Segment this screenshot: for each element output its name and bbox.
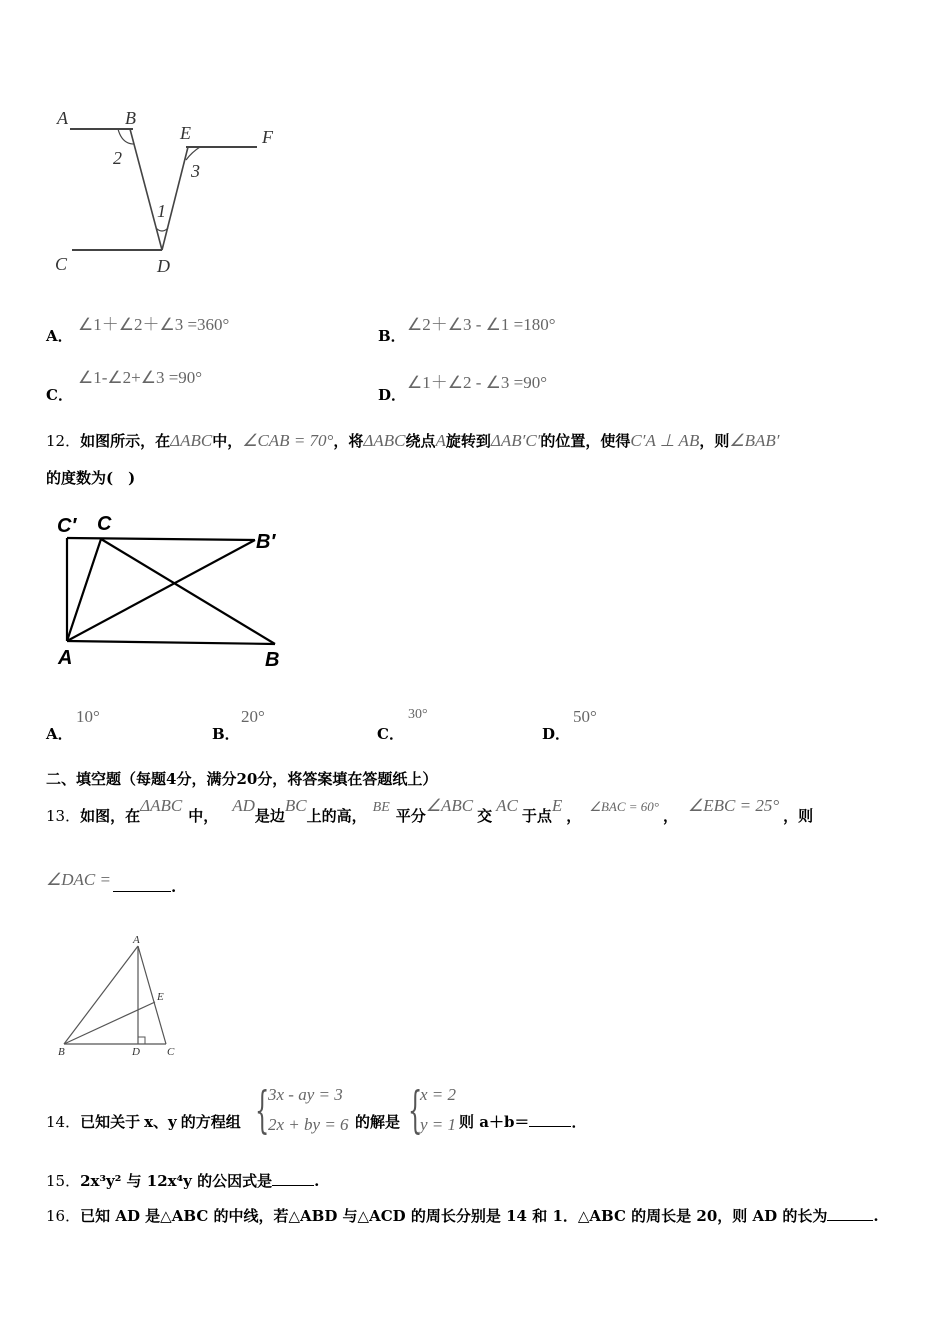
q13-math-6: AC <box>496 796 518 815</box>
q12-option-c-key: C． <box>377 725 404 743</box>
q12-math-6: C′A ⊥ AB <box>630 431 700 450</box>
q13-math-2: AD <box>232 796 255 815</box>
fig11-label-2: 2 <box>113 148 122 168</box>
q16-end: . <box>873 1207 879 1225</box>
fig13-label-a: A <box>133 934 140 946</box>
fig11-label-3: 3 <box>191 161 200 181</box>
q11-option-a-expr: ∠1＋∠2＋∠3 =360° <box>78 315 230 334</box>
q13-text-8: ， <box>566 807 582 825</box>
q14-prefix <box>46 1111 241 1132</box>
q14-solution-brace: { <box>408 1081 423 1139</box>
q11-option-d-expr: ∠1＋∠2 - ∠3 =90° <box>407 373 548 392</box>
q12-text-3: ，将 <box>333 432 364 450</box>
q12-option-b-expr: 20° <box>241 707 265 726</box>
fig11-label-a: A <box>57 108 68 128</box>
q16-line <box>46 1205 879 1226</box>
q13-math-9: ∠EBC = 25° <box>688 796 780 815</box>
q13-math-8: ∠BAC = 60° <box>589 799 659 814</box>
q12-option-b-key: B． <box>212 725 240 743</box>
q15-text: 2x³y² 与 12x⁴y 的公因式是 <box>80 1172 273 1190</box>
q14-text-3: 的解是 <box>355 1113 401 1131</box>
q11-option-a-key: A． <box>46 327 73 345</box>
q11-option-c-expr: ∠1-∠2+∠3 =90° <box>78 368 203 387</box>
q14-answer-blank[interactable] <box>529 1112 571 1127</box>
section-2-heading: 二、填空题（每题4分，满分20分，将答案填在答题纸上） <box>46 770 438 788</box>
q14-number: 14． <box>46 1113 81 1131</box>
q12-math-5: ΔAB′C′ <box>490 431 541 450</box>
fig12-label-b-prime: B′ <box>256 531 276 553</box>
fig13-label-d: D <box>132 1046 140 1058</box>
tri-ab <box>64 946 138 1044</box>
q13-text-3: 是边 <box>254 807 285 825</box>
q14-text-1: 已知关于 <box>80 1113 141 1131</box>
q12-math-3: ΔABC <box>363 431 406 450</box>
q13-text-6: 交 <box>477 807 493 825</box>
q13-math-10: ∠DAC = <box>46 870 111 889</box>
q15-answer-blank[interactable] <box>272 1171 314 1186</box>
fig11-label-e: E <box>180 123 191 143</box>
q12-text-6: 的位置，使得 <box>540 432 631 450</box>
q13-text-1: 如图，在 <box>80 807 141 825</box>
fig12-label-c: C <box>97 513 112 535</box>
q14-text-4: 则 a＋b＝ <box>459 1113 530 1131</box>
q11-option-b-key: B． <box>378 327 406 345</box>
bisector-be <box>64 1002 155 1044</box>
q13-math-5: ∠ABC <box>425 796 474 815</box>
fig11-label-d: D <box>157 256 170 276</box>
q14-eq1: 3x - ay = 3 <box>268 1085 343 1104</box>
fig11-label-1: 1 <box>157 201 166 221</box>
q12-option-c-expr: 30° <box>408 707 428 722</box>
q13-number: 13． <box>46 807 81 825</box>
q13-text-5: 平分 <box>395 807 426 825</box>
fig13-label-e: E <box>157 991 164 1003</box>
q14-system-brace: { <box>255 1081 270 1139</box>
fig11-label-f: F <box>262 127 273 147</box>
fig13-label-b: B <box>58 1046 65 1058</box>
q12-option-d-expr: 50° <box>573 707 597 726</box>
q11-option-c-key: C． <box>46 386 73 404</box>
q12-text-5: 旋转到 <box>445 432 491 450</box>
q14-eq2: 2x + by = 6 <box>268 1115 349 1134</box>
q15-line <box>46 1170 319 1191</box>
q13-math-4: BE <box>372 800 390 815</box>
q12-math-4: A <box>435 431 446 450</box>
q12-text-4: 绕点 <box>405 432 436 450</box>
q12-option-d-key: D． <box>542 725 571 743</box>
q12-text-2: 中， <box>212 432 243 450</box>
q11-option-d-key: D． <box>378 386 407 404</box>
q14-end: ． <box>571 1113 587 1131</box>
q16-number: 16． <box>46 1207 81 1225</box>
q16-answer-blank[interactable] <box>827 1206 873 1221</box>
q12-option-a-key: A． <box>46 725 73 743</box>
q12-number: 12． <box>46 432 81 450</box>
fig12-label-c-prime: C′ <box>57 515 77 537</box>
q13-text-9: ， <box>663 807 679 825</box>
q14-text-2: 的方程组 <box>180 1113 241 1131</box>
right-angle-mark <box>138 1037 145 1044</box>
q12-math-7: ∠BAB′ <box>729 431 780 450</box>
q14-sol2: y = 1 <box>420 1115 457 1134</box>
q14-xy: x、y <box>144 1113 177 1131</box>
q12-option-a-expr: 10° <box>76 707 100 726</box>
q13-math-7: E <box>551 796 563 815</box>
q12-text-7: ，则 <box>699 432 730 450</box>
q13-text-10: ，则 <box>783 807 814 825</box>
q12-math-1: ΔABC <box>170 431 213 450</box>
q13-end: . <box>170 878 177 896</box>
fig12-label-a: A <box>58 647 73 669</box>
q12-text-1: 如图所示，在 <box>80 432 171 450</box>
fig13-label-c: C <box>167 1046 175 1058</box>
q14-sol1: x = 2 <box>420 1085 457 1104</box>
q13-math-1: ΔABC <box>140 796 183 815</box>
q14-suffix <box>459 1111 586 1132</box>
q13-text-7: 于点 <box>521 807 552 825</box>
q12-line2: 的度数为( ) <box>46 469 136 487</box>
q15-end: . <box>314 1172 320 1190</box>
q13-math-3: BC <box>284 796 307 815</box>
q12-math-2: ∠CAB = 70° <box>242 431 334 450</box>
fig12-label-b: B <box>265 649 280 671</box>
fig11-label-c: C <box>55 254 68 274</box>
q13-text-2: 中， <box>188 807 219 825</box>
fig11-label-b: B <box>125 108 136 128</box>
q13-text-4: 上的高， <box>306 807 367 825</box>
q16-text: 已知 AD 是△ABC 的中线，若△ABD 与△ACD 的周长分别是 14 和 1．△ABC 的周长是 20，则 AD 的长为 <box>80 1207 828 1225</box>
q11-option-b-expr: ∠2＋∠3 - ∠1 =180° <box>407 315 556 334</box>
q15-number: 15． <box>46 1172 81 1190</box>
